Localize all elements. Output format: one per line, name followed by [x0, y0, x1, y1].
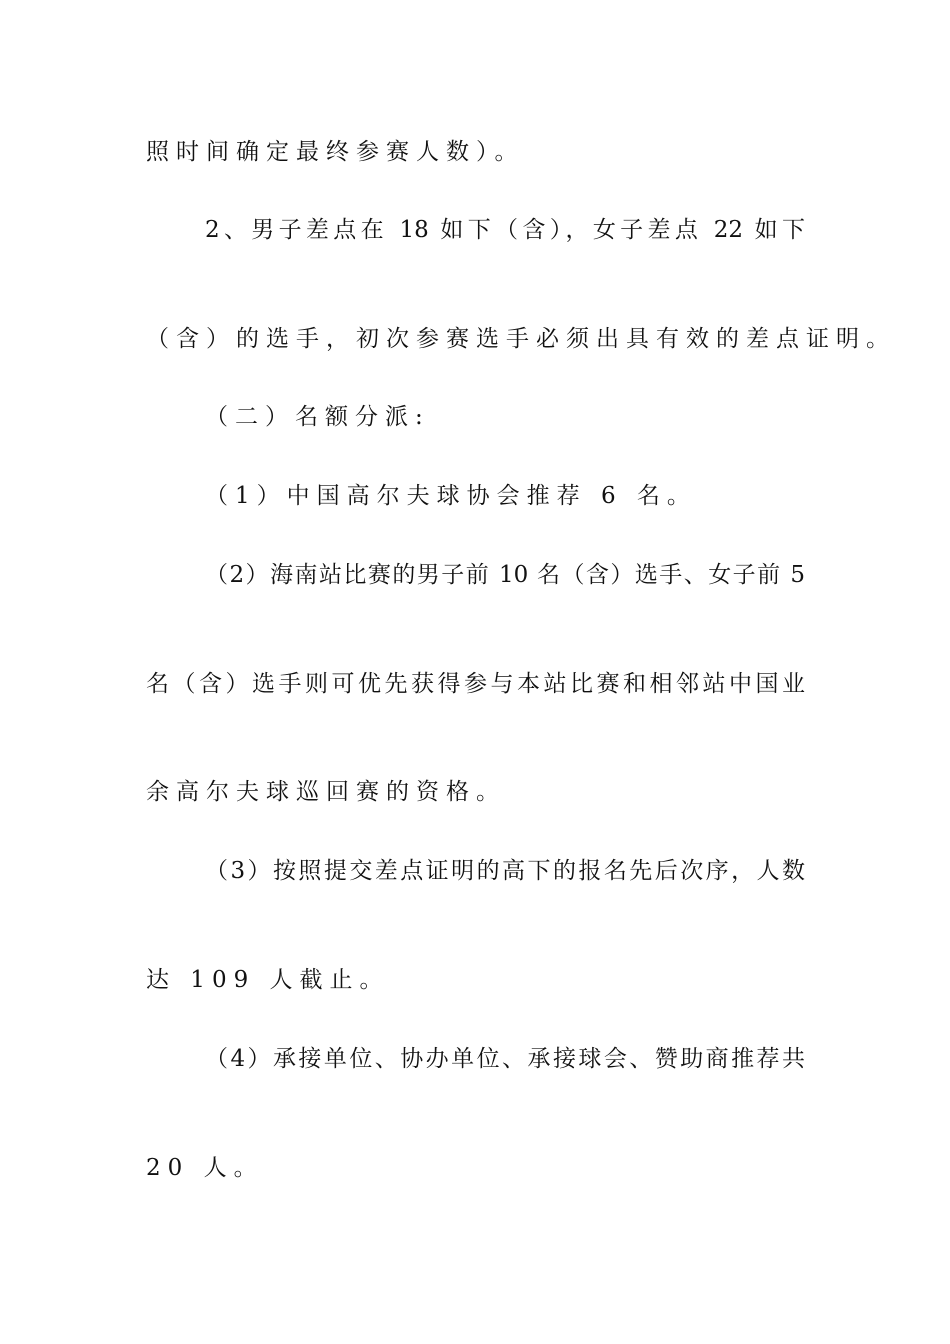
paragraph-line-item-2-cont: （含）的选手，初次参赛选手必须出具有效的差点证明。 [146, 326, 896, 352]
list-item-2-cont-b: 余高尔夫球巡回赛的资格。 [146, 779, 506, 805]
paragraph-line-item-2: 2、男子差点在 18 如下（含），女子差点 22 如下 [205, 217, 805, 243]
list-item-4: （4）承接单位、协办单位、承接球会、赞助商推荐共 [205, 1046, 805, 1072]
list-item-1: （1）中国高尔夫球协会推荐 6 名。 [205, 483, 697, 509]
paragraph-line-continuation: 照时间确定最终参赛人数）。 [146, 139, 525, 165]
list-item-2: （2）海南站比赛的男子前 10 名（含）选手、女子前 5 [205, 562, 805, 588]
list-item-2-cont-a: 名（含）选手则可优先获得参与本站比赛和相邻站中国业 [146, 671, 805, 697]
list-item-3: （3）按照提交差点证明的高下的报名先后次序，人数 [205, 858, 805, 884]
list-item-3-cont: 达 109 人截止。 [146, 967, 390, 993]
list-item-4-cont: 20 人。 [146, 1155, 264, 1181]
section-heading-quota: （二）名额分派: [205, 404, 430, 430]
